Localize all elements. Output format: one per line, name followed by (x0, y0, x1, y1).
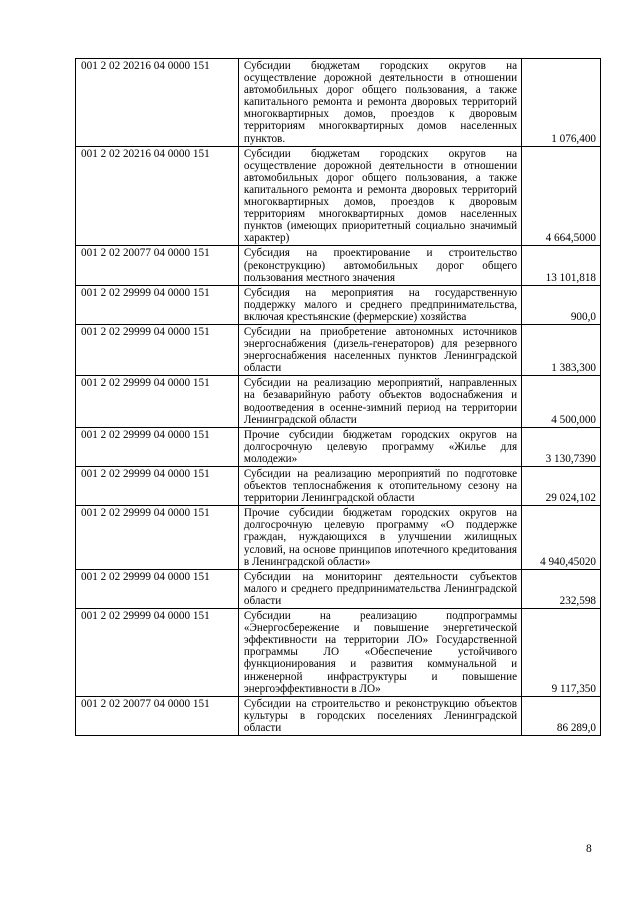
description-cell: Субсидии на реализацию подпрограммы «Энергосбережение и повышение энергетической эффективности на территории ЛО» Государственной программы ЛО «Обеспечение устойчивого функционирования и развития коммунальной и инженерной инфраструктуры и повышение энергоэффективности в ЛО» (238, 609, 521, 697)
budget-code-cell: 001 2 02 29999 04 0000 151 (76, 376, 239, 427)
amount-cell: 3 130,7390 (522, 427, 601, 466)
table-row (76, 609, 601, 697)
amount-cell: 4 940,45020 (522, 506, 601, 569)
description-cell: Субсидии на строительство и реконструкцию объектов культуры в городских поселениях Ленинградской области (238, 696, 521, 735)
table-row (76, 569, 601, 608)
amount-cell: 900,0 (522, 285, 601, 324)
page-number: 8 (586, 843, 592, 855)
description-cell: Субсидии бюджетам городских округов на осуществление дорожной деятельности в отношении автомобильных дорог общего пользования, а также капитального ремонта и ремонта дворовых территорий многоквартирных домов, проездов к дворовым территориям многоквартирных домов населенных пунктов. (238, 59, 521, 147)
budget-code-cell: 001 2 02 20077 04 0000 151 (76, 696, 239, 735)
budget-code-cell: 001 2 02 20216 04 0000 151 (76, 146, 239, 246)
table-row (76, 696, 601, 735)
amount-cell: 86 289,0 (522, 696, 601, 735)
budget-code-cell: 001 2 02 29999 04 0000 151 (76, 506, 239, 569)
budget-code-cell: 001 2 02 29999 04 0000 151 (76, 569, 239, 608)
budget-code-cell: 001 2 02 29999 04 0000 151 (76, 609, 239, 697)
amount-cell: 29 024,102 (522, 467, 601, 506)
description-cell: Прочие субсидии бюджетам городских округов на долгосрочную целевую программу «О поддержке граждан, нуждающихся в улучшении жилищных условий, на основе принципов ипотечного кредитования в Ленинградской области» (238, 506, 521, 569)
table-row (76, 427, 601, 466)
table-row (76, 285, 601, 324)
budget-code-cell: 001 2 02 29999 04 0000 151 (76, 427, 239, 466)
amount-cell: 1 383,300 (522, 324, 601, 375)
budget-code-cell: 001 2 02 29999 04 0000 151 (76, 467, 239, 506)
table-row (76, 376, 601, 427)
budget-code-cell: 001 2 02 29999 04 0000 151 (76, 285, 239, 324)
amount-cell: 4 500,000 (522, 376, 601, 427)
description-cell: Субсидия на мероприятия на государственную поддержку малого и среднего предпринимательства, включая крестьянские (фермерские) хозяйства (238, 285, 521, 324)
amount-cell: 232,598 (522, 569, 601, 608)
table-row (76, 506, 601, 569)
description-cell: Субсидия на проектирование и строительство (реконструкцию) автомобильных дорог общего пользования местного значения (238, 246, 521, 285)
table-row (76, 59, 601, 147)
description-cell: Субсидии на реализацию мероприятий по подготовке объектов теплоснабжения к отопительному сезону на территории Ленинградской области (238, 467, 521, 506)
amount-cell: 4 664,5000 (522, 146, 601, 246)
amount-cell: 1 076,400 (522, 59, 601, 147)
amount-cell: 13 101,818 (522, 246, 601, 285)
budget-code-cell: 001 2 02 20216 04 0000 151 (76, 59, 239, 147)
table-row (76, 324, 601, 375)
description-cell: Субсидии на реализацию мероприятий, направленных на безаварийную работу объектов водоснабжения и водоотведения в осенне-зимний период на территории Ленинградской области (238, 376, 521, 427)
budget-code-cell: 001 2 02 29999 04 0000 151 (76, 324, 239, 375)
budget-code-cell: 001 2 02 20077 04 0000 151 (76, 246, 239, 285)
table-row (76, 146, 601, 246)
table-row (76, 246, 601, 285)
table-row (76, 467, 601, 506)
budget-revenue-table (75, 58, 601, 736)
description-cell: Прочие субсидии бюджетам городских округов на долгосрочную целевую программу «Жилье для молодежи» (238, 427, 521, 466)
description-cell: Субсидии бюджетам городских округов на осуществление дорожной деятельности в отношении автомобильных дорог общего пользования, а также капитального ремонта и ремонта дворовых территорий многоквартирных домов, проездов к дворовым территориям многоквартирных домов населенных пунктов (имеющих приоритетный социально значимый характер) (238, 146, 521, 246)
description-cell: Субсидии на мониторинг деятельности субъектов малого и среднего предпринимательства Ленинградской области (238, 569, 521, 608)
amount-cell: 9 117,350 (522, 609, 601, 697)
description-cell: Субсидии на приобретение автономных источников энергоснабжения (дизель-генераторов) для резервного энергоснабжения населенных пунктов Ленинградской области (238, 324, 521, 375)
